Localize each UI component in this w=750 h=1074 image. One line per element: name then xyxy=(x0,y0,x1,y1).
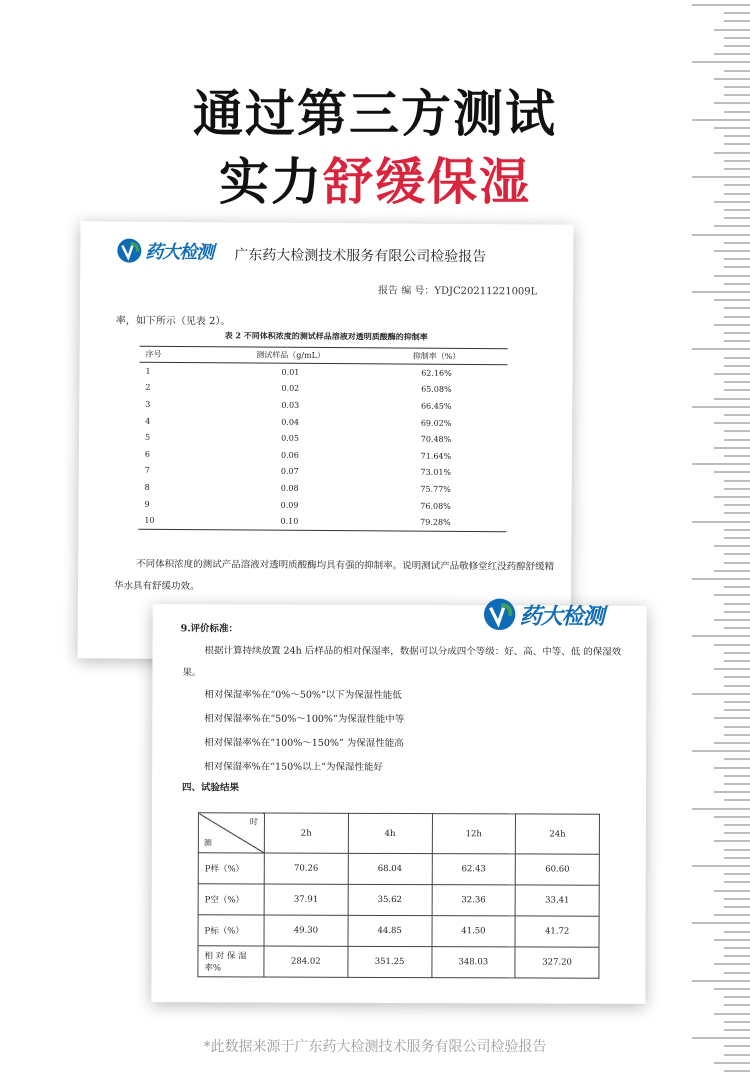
ruler-tick xyxy=(692,521,750,523)
ruler-tick xyxy=(724,1021,750,1023)
headline-line-1: 通过第三方测试 xyxy=(193,85,557,143)
ruler-tick xyxy=(724,480,750,482)
ruler-tick xyxy=(724,357,750,359)
report-number: 报告 编 号：YDJC20211221009L xyxy=(378,285,538,298)
ruler-tick xyxy=(724,758,750,760)
lab-logo-stamp-text: 药大检测 xyxy=(519,603,604,630)
cell-value: 70.26 xyxy=(264,853,348,884)
ruler-tick xyxy=(724,1004,750,1006)
ruler-tick xyxy=(724,709,750,711)
ruler-tick xyxy=(724,701,750,703)
ruler-tick xyxy=(714,250,750,252)
col-header-2h: 2h xyxy=(264,813,348,853)
headline-normal-text: 实力 xyxy=(219,153,323,211)
table-row xyxy=(198,946,599,978)
ruler-tick xyxy=(692,61,750,63)
ruler-tick xyxy=(692,291,750,293)
ruler-tick xyxy=(714,53,750,55)
ruler-tick xyxy=(724,799,750,801)
ruler-tick xyxy=(714,668,750,670)
ruler-tick xyxy=(724,775,750,777)
col-header-24h: 24h xyxy=(516,814,600,854)
cell-rate: 79.28% xyxy=(364,514,506,532)
ruler-tick xyxy=(724,512,750,514)
lab-logo xyxy=(116,238,213,265)
table-row xyxy=(198,884,599,916)
ruler-tick xyxy=(714,890,750,892)
criteria-rule: 相对保湿率%在“0%～50%”以下为保湿性能低 xyxy=(204,689,402,702)
section-4-title: 四、试验结果 xyxy=(182,782,240,794)
ruler-tick xyxy=(714,1013,750,1015)
ruler-tick xyxy=(724,603,750,605)
lab-logo-text: 药大检测 xyxy=(145,241,214,264)
ruler-tick xyxy=(692,980,750,982)
ruler-tick xyxy=(692,348,750,350)
ruler-tick xyxy=(692,578,750,580)
ruler-tick xyxy=(724,20,750,22)
criteria-paragraph: 根据计算持续放置 24h 后样品的相对保湿率，数据可以分成四个等级：好、高、中等、低 的保湿效果。 xyxy=(182,645,622,679)
moisture-table xyxy=(197,812,600,978)
ruler-tick xyxy=(724,266,750,268)
ruler-tick xyxy=(724,955,750,957)
ruler-tick xyxy=(724,972,750,974)
ruler-tick xyxy=(724,504,750,506)
corner-right-label: 时 xyxy=(249,817,258,827)
cell-sample: 0.02 xyxy=(281,384,300,394)
cell-index: 1 xyxy=(145,366,151,376)
cell-value: 351.25 xyxy=(348,946,432,977)
cell-value: 284.02 xyxy=(264,946,348,977)
col-header-12h: 12h xyxy=(432,814,516,854)
cell-index: 2 xyxy=(145,383,151,393)
intro-text: 率，如下所示（见表 2）。 xyxy=(115,315,231,328)
cell-index: 8 xyxy=(144,482,150,492)
ruler-tick xyxy=(714,275,750,277)
ruler-tick xyxy=(714,742,750,744)
corner-left-label: 测 xyxy=(203,838,212,848)
ruler-tick xyxy=(714,496,750,498)
cell-index: 4 xyxy=(145,416,151,426)
cell-value: 49.30 xyxy=(264,915,348,946)
ruler-tick xyxy=(724,389,750,391)
ruler-tick xyxy=(692,463,750,465)
cell-rate: 66.45% xyxy=(420,401,452,411)
ruler-tick xyxy=(724,553,750,555)
cell-sample: 0.08 xyxy=(280,483,299,493)
row-label: P空（%） xyxy=(198,884,264,915)
cell-rate: 71.64% xyxy=(420,451,452,461)
ruler-tick xyxy=(724,783,750,785)
criteria-rule: 相对保湿率%在“100%～150%” 为保湿性能高 xyxy=(204,737,404,750)
ruler-tick xyxy=(724,676,750,678)
headline-accent-text: 舒缓保湿 xyxy=(323,153,531,211)
ruler-tick xyxy=(714,471,750,473)
ruler-tick xyxy=(714,963,750,965)
ruler-tick xyxy=(724,316,750,318)
ruler-tick xyxy=(724,340,750,342)
lab-logo-stamp xyxy=(483,597,604,631)
ruler-tick xyxy=(692,750,750,752)
ruler-tick xyxy=(724,660,750,662)
ruler-tick xyxy=(724,1029,750,1031)
ruler-tick xyxy=(724,70,750,72)
cell-value: 60.60 xyxy=(515,854,599,885)
ruler-tick xyxy=(724,439,750,441)
ruler-tick xyxy=(692,808,750,810)
ruler-tick xyxy=(724,381,750,383)
ruler-tick xyxy=(714,988,750,990)
ruler-tick xyxy=(724,734,750,736)
lab-logo-stamp-icon xyxy=(483,597,517,631)
ruler-tick xyxy=(724,824,750,826)
table-row xyxy=(198,915,599,947)
cell-value: 37.91 xyxy=(264,884,348,915)
cell-index: 9 xyxy=(144,499,150,509)
lab-logo-icon xyxy=(116,238,142,264)
ruler-tick xyxy=(724,45,750,47)
cell-sample: 0.01 xyxy=(281,367,300,377)
ruler-tick xyxy=(714,816,750,818)
cell-rate: 76.08% xyxy=(420,501,451,511)
ruler-tick xyxy=(692,406,750,408)
ruler-tick xyxy=(724,307,750,309)
row-label: P样（%） xyxy=(198,853,264,884)
ruler-tick xyxy=(724,217,750,219)
ruler-tick xyxy=(714,447,750,449)
cell-index: 6 xyxy=(144,449,151,459)
ruler-tick xyxy=(724,931,750,933)
inhibition-table xyxy=(138,346,507,533)
cell-rate: 73.01% xyxy=(420,468,452,478)
ruler-tick xyxy=(724,242,750,244)
cell-sample: 0.06 xyxy=(280,450,299,460)
cell-rate: 69.02% xyxy=(420,418,452,428)
ruler-tick xyxy=(724,996,750,998)
cell-rate: 70.48% xyxy=(420,434,452,445)
ruler-tick xyxy=(724,849,750,851)
ruler-tick xyxy=(724,332,750,334)
ruler-tick xyxy=(724,906,750,908)
ruler-tick xyxy=(724,12,750,14)
ruler-tick xyxy=(714,373,750,375)
ruler-tick xyxy=(714,791,750,793)
table-caption: 表 2 不同体积浓度的测试样品溶液对透明质酸酶的抑制率 xyxy=(224,330,428,342)
ruler-tick xyxy=(724,685,750,687)
cell-rate: 75.77% xyxy=(420,484,451,494)
ruler-tick xyxy=(692,865,750,867)
cell-sample: 0.03 xyxy=(281,400,300,410)
section-9-title: 9.评价标准： xyxy=(180,623,239,635)
ruler-tick xyxy=(714,767,750,769)
ruler-tick xyxy=(724,652,750,654)
ruler-tick xyxy=(724,562,750,564)
ruler-tick xyxy=(692,4,750,6)
col-header-rate: 抑制率（%） xyxy=(366,348,508,365)
cell-index: 10 xyxy=(138,512,214,530)
ruler-tick xyxy=(714,570,750,572)
cell-value: 327.20 xyxy=(515,947,599,978)
company-title: 广东药大检测技术服务有限公司检验报告 xyxy=(234,247,487,266)
col-header-4h: 4h xyxy=(348,813,432,853)
ruler-tick xyxy=(724,881,750,883)
ruler-tick xyxy=(724,488,750,490)
conclusion-text: 不同体积浓度的测试产品溶液对透明质酸酶均具有强的抑制率。说明测试产品敬修堂红没药醇舒缓精华水具有舒缓功效。 xyxy=(113,558,555,593)
ruler-tick xyxy=(714,545,750,547)
ruler-tick xyxy=(714,619,750,621)
ruler-tick xyxy=(724,455,750,457)
col-header-index: 序号 xyxy=(140,346,216,363)
cell-rate: 62.16% xyxy=(421,368,452,378)
ruler-tick xyxy=(724,1070,750,1072)
ruler-tick xyxy=(724,898,750,900)
ruler-tick xyxy=(714,840,750,842)
ruler-tick xyxy=(714,939,750,941)
ruler-tick xyxy=(724,947,750,949)
cell-value: 62.43 xyxy=(432,854,516,885)
cell-index: 3 xyxy=(145,399,151,409)
ruler-tick xyxy=(692,635,750,637)
ruler-tick xyxy=(724,37,750,39)
ruler-tick xyxy=(724,627,750,629)
table-corner-cell xyxy=(198,813,264,853)
table-row xyxy=(138,512,506,532)
cell-value: 33.41 xyxy=(515,885,599,916)
cell-index: 7 xyxy=(144,466,150,476)
cell-sample: 0.10 xyxy=(214,513,364,531)
ruler-tick xyxy=(714,299,750,301)
ruler-tick xyxy=(714,29,750,31)
ruler-tick xyxy=(714,644,750,646)
ruler-tick xyxy=(692,922,750,924)
ruler-tick xyxy=(724,529,750,531)
report-page-moisture xyxy=(151,604,646,1004)
cell-value: 41.72 xyxy=(515,916,599,947)
cell-sample: 0.07 xyxy=(280,467,299,477)
ruler-tick xyxy=(714,225,750,227)
ruler-tick xyxy=(692,693,750,695)
ruler-tick xyxy=(714,594,750,596)
headline-line-2 xyxy=(0,142,750,214)
ruler-tick xyxy=(724,832,750,834)
ruler-tick xyxy=(724,258,750,260)
ruler-tick xyxy=(714,422,750,424)
ruler-tick xyxy=(724,586,750,588)
ruler-tick xyxy=(714,1062,750,1064)
ruler-tick xyxy=(714,717,750,719)
ruler-tick xyxy=(724,611,750,613)
cell-value: 68.04 xyxy=(348,853,432,884)
cell-sample: 0.09 xyxy=(280,500,299,510)
ruler-tick xyxy=(692,234,750,236)
ruler-tick xyxy=(724,430,750,432)
ruler-tick xyxy=(724,726,750,728)
ruler-tick xyxy=(714,398,750,400)
ruler-tick xyxy=(724,537,750,539)
cell-value: 44.85 xyxy=(348,915,432,946)
ruler-tick xyxy=(724,857,750,859)
ruler-tick xyxy=(724,283,750,285)
col-header-sample: 测试样品（g/mL） xyxy=(216,347,366,364)
ruler-tick xyxy=(724,414,750,416)
criteria-rule: 相对保湿率%在“50%～100%”为保湿性能中等 xyxy=(204,713,405,726)
cell-index: 5 xyxy=(144,432,151,442)
ruler-tick xyxy=(714,324,750,326)
report-page-inhibition xyxy=(77,221,573,661)
row-label: P标（%） xyxy=(198,915,264,946)
cell-value: 32.36 xyxy=(432,885,516,916)
ruler-tick xyxy=(724,873,750,875)
cell-sample: 0.05 xyxy=(281,433,299,443)
cell-value: 348.03 xyxy=(431,947,515,978)
ruler-tick xyxy=(724,365,750,367)
row-label: 相 对 保 湿 率% xyxy=(198,946,264,977)
cell-rate: 65.08% xyxy=(421,385,452,395)
table-row xyxy=(198,853,599,885)
cell-value: 35.62 xyxy=(348,884,432,915)
cell-sample: 0.04 xyxy=(281,417,300,427)
source-note: *此数据来源于广东药大检测技术服务有限公司检验报告 xyxy=(203,1039,547,1055)
ruler-tick xyxy=(714,914,750,916)
cell-value: 41.50 xyxy=(432,916,516,947)
criteria-rule: 相对保湿率%在“150%以上”为保湿性能好 xyxy=(204,761,384,773)
